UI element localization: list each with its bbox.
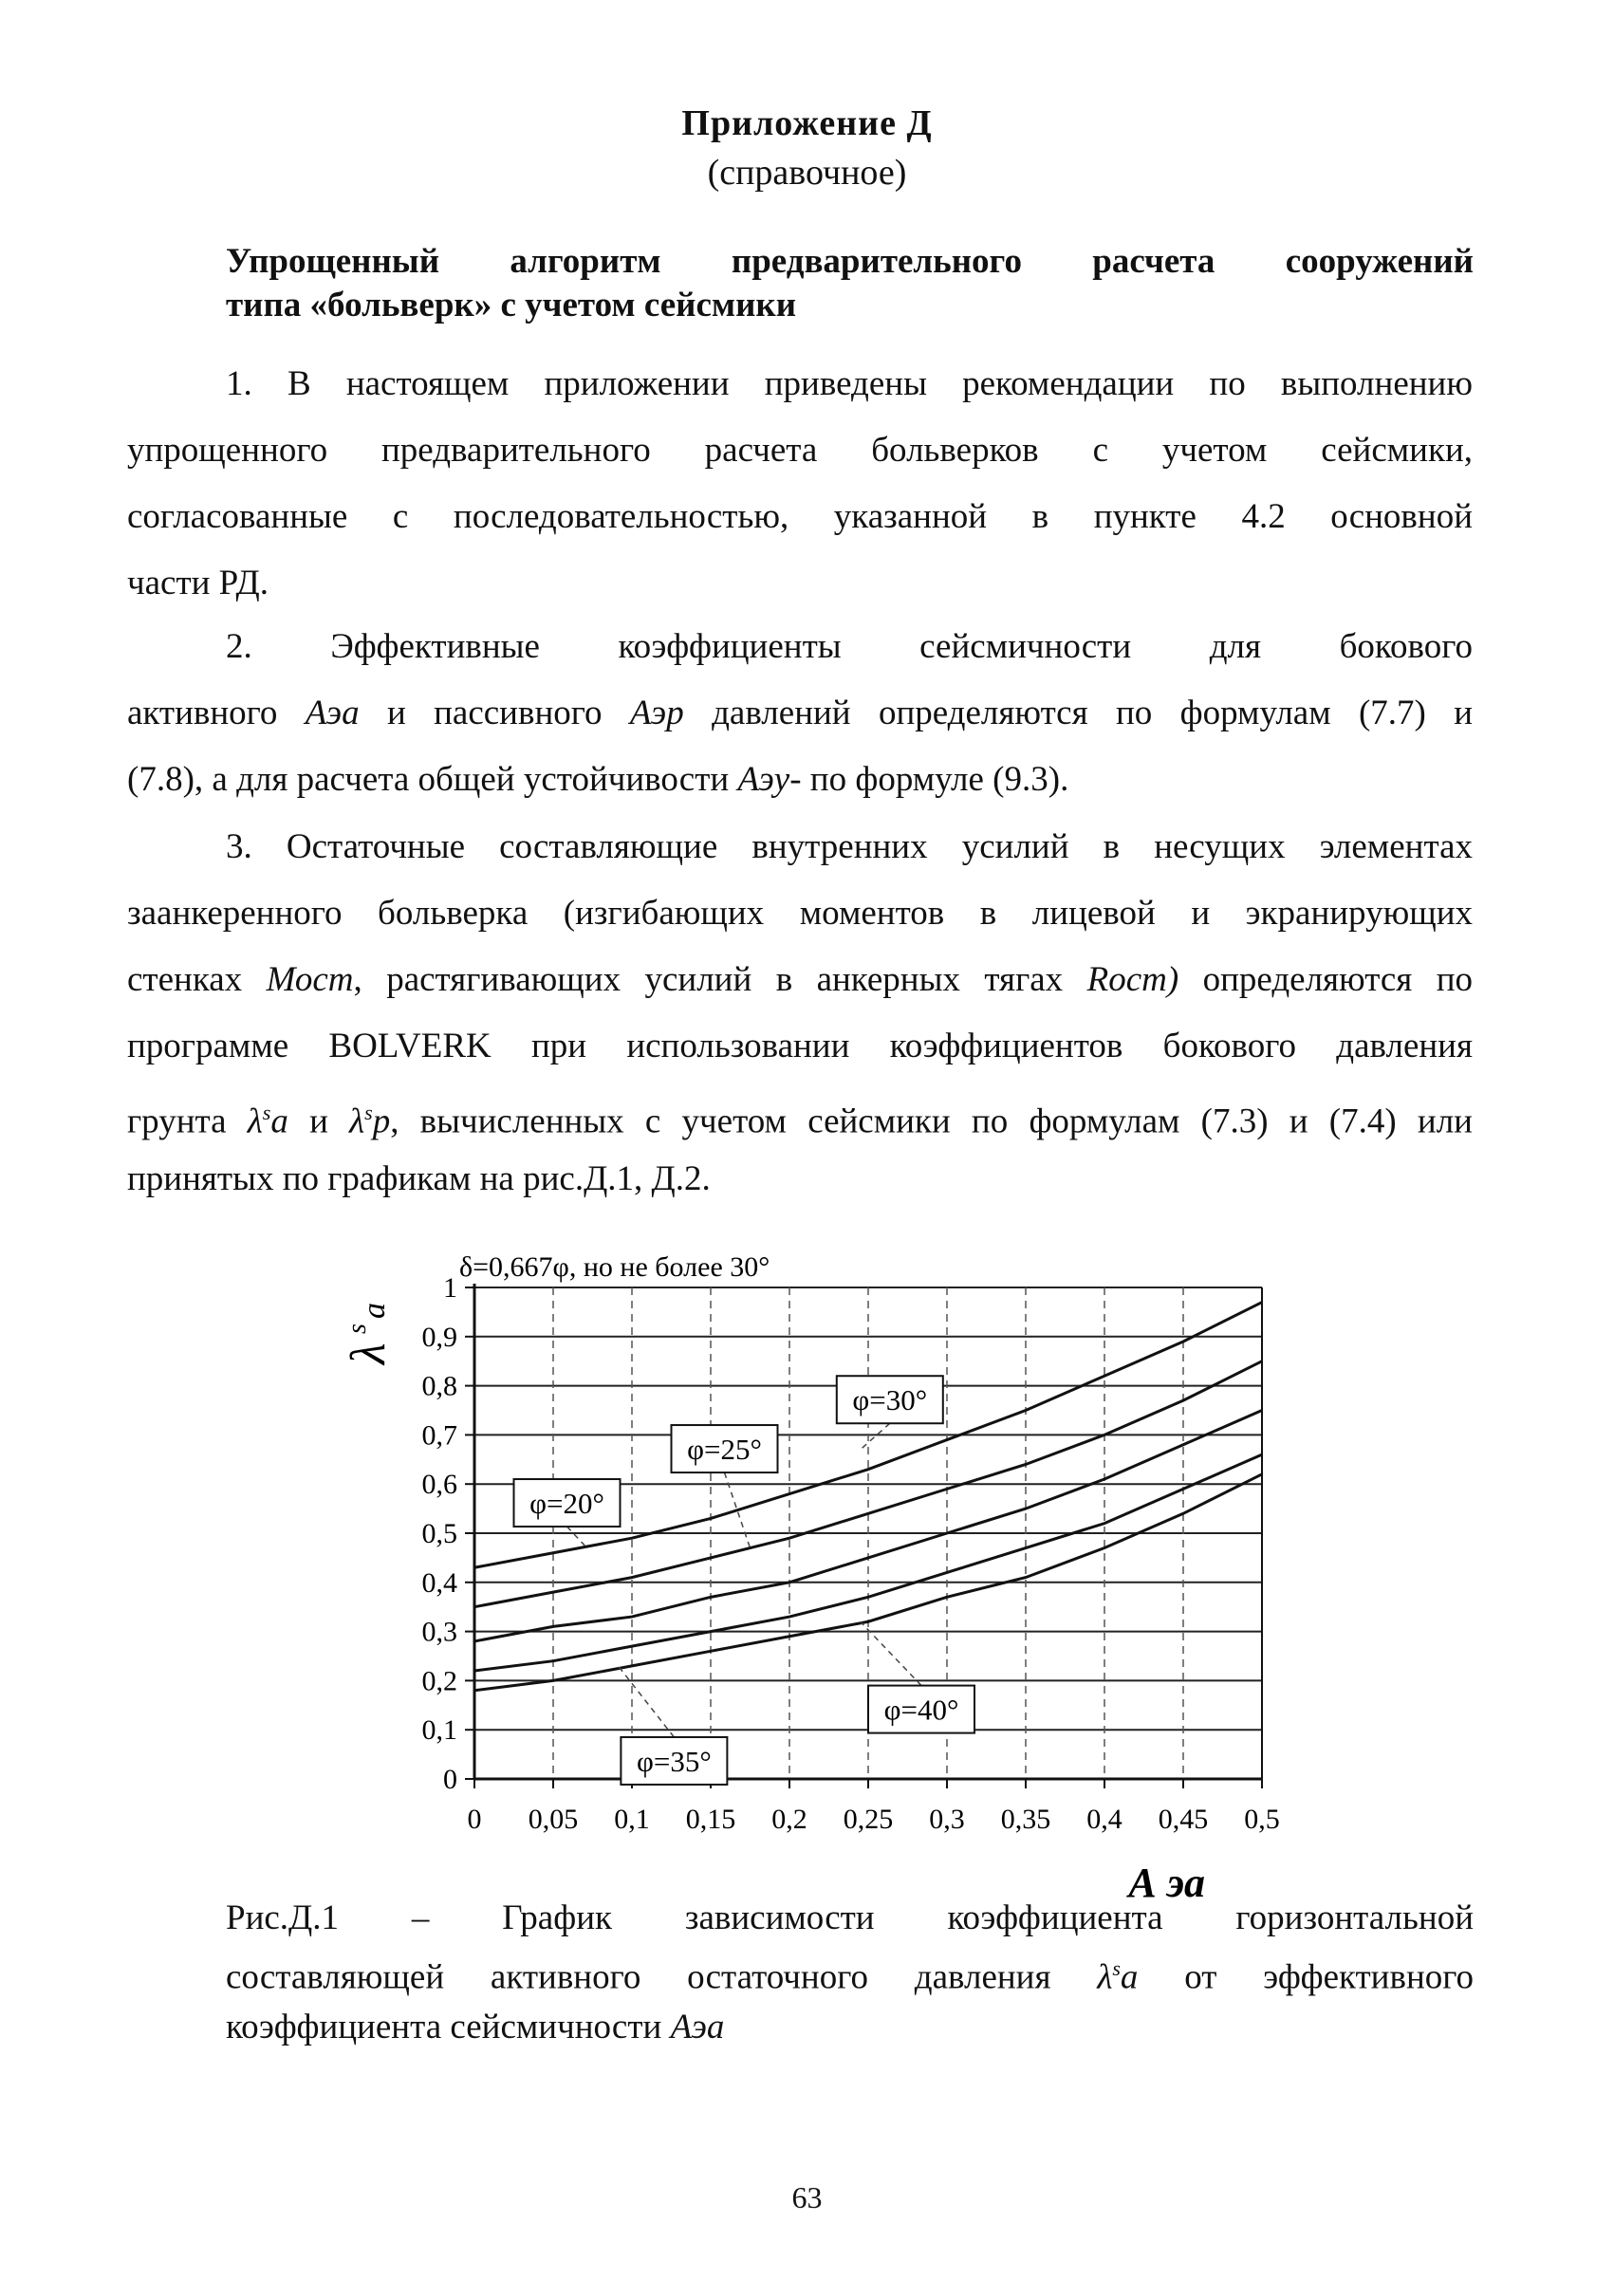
paragraph-3-line-2: заанкеренного больверка (изгибающих моментов в лицевой и экранирующих <box>127 894 1473 933</box>
svg-text:λ: λ <box>342 1342 396 1364</box>
y-tick-label: 0,1 <box>421 1714 457 1747</box>
y-tick-label: 0,7 <box>421 1419 457 1452</box>
y-tick-label: 1 <box>443 1272 457 1304</box>
series-label: φ=20° <box>529 1487 604 1521</box>
paragraph-1 <box>127 351 1473 617</box>
y-tick-label: 0,8 <box>421 1370 457 1402</box>
series-leader-line <box>567 1527 585 1546</box>
x-axis-label: А эа <box>1128 1860 1205 1906</box>
page-number: 63 <box>791 2180 823 2214</box>
paragraph-3-line-1: 3. Остаточные составляющие внутренних усилий в несущих элементах <box>226 827 1473 866</box>
series-label: φ=35° <box>636 1744 712 1778</box>
appendix-subtitle: (справочное) <box>707 153 907 193</box>
lambda-vs-aea-chart <box>313 1238 1309 1906</box>
x-tick-label: 0,25 <box>843 1804 894 1835</box>
y-tick-label: 0,3 <box>421 1616 457 1648</box>
paragraph-3-line-6: принятых по графикам на рис.Д.1, Д.2. <box>127 1159 711 1198</box>
x-tick-label: 0,4 <box>1086 1804 1122 1835</box>
y-tick-label: 0,5 <box>421 1518 457 1549</box>
caption-line-1: Рис.Д.1 – График зависимости коэффициента горизонтальной <box>226 1898 1474 1937</box>
x-tick-label: 0,1 <box>614 1804 650 1835</box>
paragraph-1-line-2: упрощенного предварительного расчета больверков с учетом сейсмики, <box>127 431 1473 470</box>
caption-line-2: составляющей активного остаточного давления $\lambda^sa$ от эффективного <box>226 1956 1474 1997</box>
y-axis-label <box>342 1303 396 1366</box>
y-tick-label: 0,6 <box>421 1469 457 1501</box>
y-tick-label: 0,2 <box>421 1665 457 1697</box>
svg-text:a: a <box>357 1303 392 1319</box>
x-tick-label: 0,35 <box>1000 1804 1051 1835</box>
paragraph-1-line-3: согласованные с последовательностью, указанной в пункте 4.2 основной <box>127 497 1473 536</box>
figure-caption <box>226 1893 1474 2052</box>
svg-text:s: s <box>343 1324 372 1334</box>
x-tick-label: 0,3 <box>929 1804 965 1835</box>
paragraph-3 <box>127 814 1473 1213</box>
y-tick-label: 0,9 <box>421 1321 457 1353</box>
y-tick-label: 0 <box>443 1764 457 1795</box>
section-heading-line-1: Упрощенный алгоритм предварительного расчета сооружений <box>226 242 1474 281</box>
x-tick-label: 0,45 <box>1158 1804 1209 1835</box>
paragraph-2-line-1: 2. Эффективные коэффициенты сейсмичности для бокового <box>226 627 1473 666</box>
series-label: φ=30° <box>852 1383 928 1417</box>
paragraph-1-line-4: части РД. <box>127 564 269 602</box>
paragraph-3-line-5: грунта $\lambda^sa$ и $\lambda^sp$, вычисленных с учетом сейсмики по формулам (7.3) и (7.4) или <box>127 1101 1473 1141</box>
x-tick-label: 0,5 <box>1244 1804 1280 1835</box>
x-tick-label: 0,2 <box>771 1804 807 1835</box>
series-leader-line <box>861 1423 890 1450</box>
series-label: φ=40° <box>883 1693 959 1727</box>
caption-line-3: коэффициента сейсмичности Аэа <box>226 2008 725 2047</box>
section-heading <box>226 240 1474 327</box>
paragraph-3-line-4: программе BOLVERK при использовании коэффициентов бокового давления <box>127 1027 1473 1065</box>
x-tick-label: 0,05 <box>528 1804 579 1835</box>
chart-title: δ=0,667φ, но не более 30° <box>459 1251 770 1283</box>
y-tick-label: 0,4 <box>421 1566 457 1599</box>
x-tick-label: 0,15 <box>685 1804 736 1835</box>
appendix-title: Приложение Д <box>681 103 933 143</box>
x-tick-label: 0 <box>467 1804 482 1835</box>
paragraph-2-line-2: активного Аэа и пассивного Аэр давлений определяются по формулам (7.7) и <box>127 694 1474 732</box>
section-heading-line-2: типа «больверк» с учетом сейсмики <box>226 286 797 324</box>
paragraph-3-line-3: стенках Мост, растягивающих усилий в анкерных тягах Rост) определяются по <box>127 960 1473 999</box>
paragraph-2-line-3: (7.8), а для расчета общей устойчивости Аэу- по формуле (9.3). <box>127 760 1069 799</box>
series-leader-line <box>616 1663 674 1737</box>
paragraph-2 <box>127 614 1473 813</box>
paragraph-1-line-1: 1. В настоящем приложении приведены рекомендации по выполнению <box>226 364 1473 403</box>
series-label: φ=25° <box>687 1433 762 1467</box>
